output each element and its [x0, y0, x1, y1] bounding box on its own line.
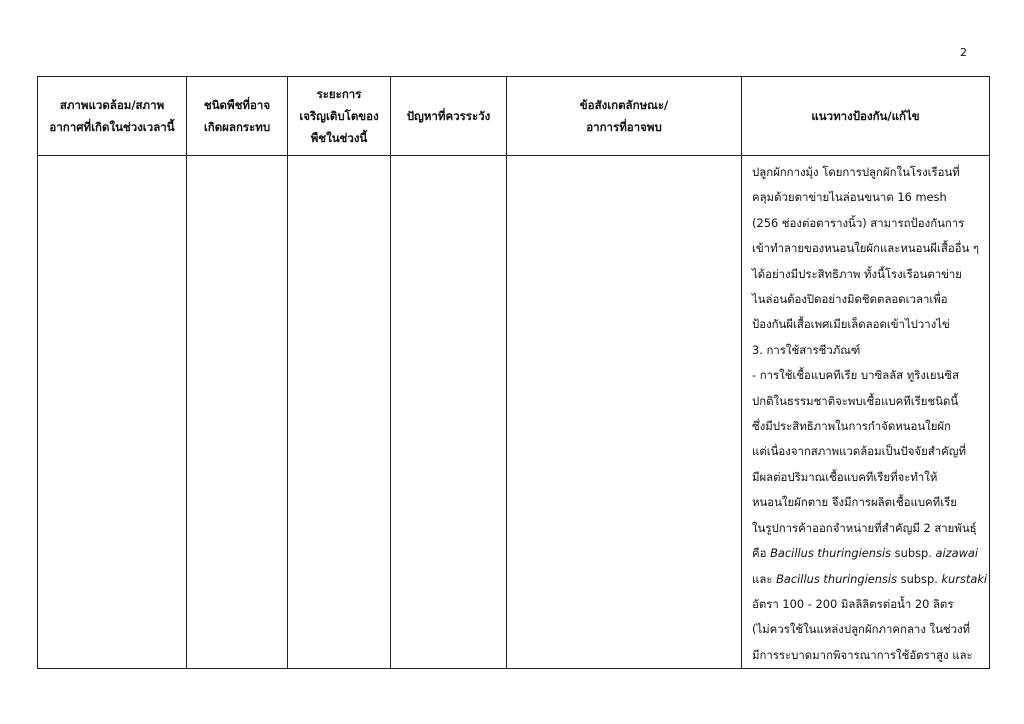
- line-text: คือ: [752, 546, 771, 561]
- species-name: Bacillus thuringiensis: [770, 546, 892, 561]
- prevention-line: (ไม่ควรใช้ในแหล่งปลูกผักภาคกลาง ในช่วงที่: [752, 622, 971, 637]
- prevention-line: ในรูปการค้าออกจำหน่ายที่สำคัญมี 2 สายพันธุ์: [752, 520, 977, 535]
- prevention-line: 3. การใช้สารชีวภัณฑ์: [752, 342, 861, 357]
- prevention-line: (256 ช่องต่อตารางนิ้ว) สามารถป้องกันการ: [752, 215, 965, 230]
- prevention-line: ปลูกผักกางมุ้ง โดยการปลูกผักในโรงเรือนที่: [752, 165, 960, 179]
- table-row: [38, 156, 990, 669]
- prevention-line: ได้อย่างมีประสิทธิภาพ ทั้งนี้โรงเรือนตาข่าย: [752, 266, 962, 281]
- species-name: Bacillus thuringiensis: [776, 571, 898, 586]
- header-symptoms: ข้อสังเกตลักษณะ/ อาการที่อาจพบ: [507, 77, 742, 156]
- prevention-line: เข้าทำลายของหนอนใยผักและหนอนผีเสื้ออื่น ๆ: [752, 241, 980, 256]
- prevention-line: [752, 567, 988, 592]
- header-prevention: แนวทางป้องกัน/แก้ไข: [742, 77, 990, 156]
- prevention-line: ปกติในธรรมชาติจะพบเชื้อแบคทีเรียชนิดนี้: [752, 393, 959, 408]
- header-problems: ปัญหาที่ควรระวัง: [391, 77, 507, 156]
- cell-problems: [391, 156, 507, 669]
- species-name: aizawai: [935, 546, 979, 561]
- header-environment: สภาพแวดล้อม/สภาพ อากาศที่เกิดในช่วงเวลานี้: [38, 77, 187, 156]
- prevention-line: [752, 541, 985, 566]
- prevention-line: คลุมด้วยตาข่ายไนล่อนขนาด 16 mesh: [752, 190, 947, 205]
- prevention-line: แต่เนื่องจากสภาพแวดล้อมเป็นปัจจัยสำคัญที่: [752, 444, 966, 459]
- cell-affected-crops: [187, 156, 288, 669]
- line-text: subsp.: [891, 546, 936, 561]
- crop-problem-table: [37, 76, 990, 669]
- cell-symptoms: [507, 156, 742, 669]
- line-text: และ: [752, 571, 777, 586]
- prevention-line: อัตรา 100 - 200 มิลลิลิตรต่อน้ำ 20 ลิตร: [752, 596, 954, 611]
- cell-environment: [38, 156, 187, 669]
- prevention-line: หนอนใยผักตาย จึงมีการผลิตเชื้อแบคทีเรีย: [752, 495, 957, 510]
- table-header-row: [38, 77, 990, 156]
- prevention-line: ป้องกันผีเสื้อเพศเมียเล็ดลอดเข้าไปวางไข่: [752, 317, 950, 332]
- prevention-line: ซึ่งมีประสิทธิภาพในการกำจัดหนอนใยผัก: [752, 419, 951, 434]
- prevention-line: ไนล่อนต้องปิดอย่างมิดชิดตลอดเวลาเพื่อ: [752, 292, 948, 307]
- prevention-text: [742, 156, 989, 668]
- header-affected-crops: ชนิดพืชที่อาจ เกิดผลกระทบ: [187, 77, 288, 156]
- species-name: kurstaki: [941, 571, 988, 586]
- cell-growth-stage: [288, 156, 391, 669]
- prevention-line: มีการระบาดมากพิจารณาการใช้อัตราสูง และ: [752, 647, 973, 662]
- page-number: 2: [960, 46, 967, 59]
- header-growth-stage: ระยะการ เจริญเติบโตของ พืชในช่วงนี้: [288, 77, 391, 156]
- line-text: subsp.: [897, 571, 942, 586]
- prevention-line: มีผลต่อปริมาณเชื้อแบคทีเรียที่จะทำให้: [752, 469, 938, 484]
- prevention-line: - การใช้เชื้อแบคทีเรีย บาซิลลัส ทูริงเยนซิส: [752, 368, 960, 383]
- cell-prevention: [742, 156, 990, 669]
